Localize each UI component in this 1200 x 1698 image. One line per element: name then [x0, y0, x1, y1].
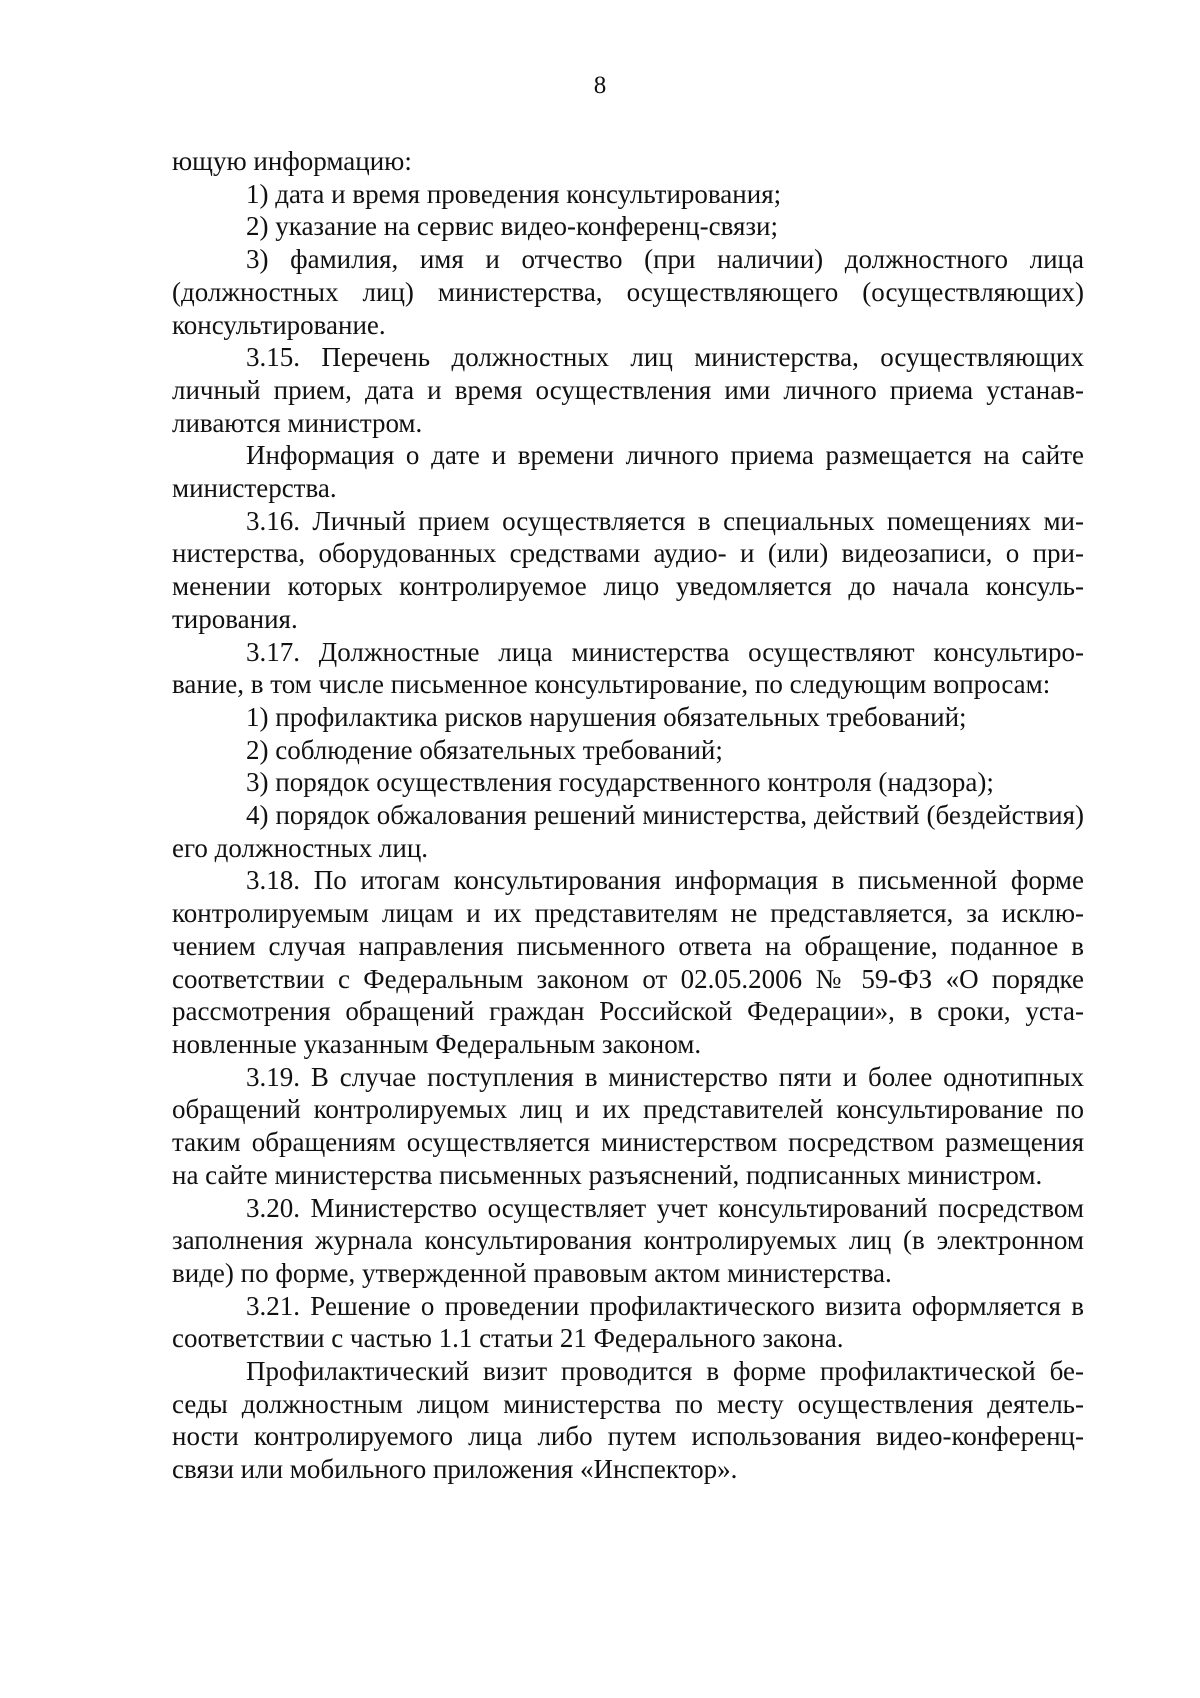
list-item-risk-prevention: 1) профилактика рисков нарушения обязательных требований; — [246, 701, 967, 732]
list-item-official-name: 3) фамилия, имя и отчество (при наличии) должностного лица (должностных лиц) министерства, осуществляющего (осуществляющих) консультирование. — [172, 244, 1084, 340]
section-3-18: 3.18. По итогам консультирования информация в письменной форме контролируемым лицам и их представителям не представляется, за исключением случая направления письменного ответа на обращение, поданное в соответствии с Федеральным законом от 02.05.2006 № 59-ФЗ «О порядке рассмотрения обращений граждан Российской Федерации», в сроки, установленные указанным Федеральным законом. — [172, 865, 1084, 1059]
list-item-datetime: 1) дата и время проведения консультирования; — [246, 178, 782, 209]
list-item-video-service: 2) указание на сервис видео-конференц-связи; — [246, 211, 778, 242]
list-item-appeal-procedure: 4) порядок обжалования решений министерства, действий (бездействия) его должностных лиц. — [172, 800, 1084, 863]
paragraph-preventive-visit: Профилактический визит проводится в форме профилактической беседы должностным лицом министерства по месту осуществления деятельности контролируемого лица либо путем использования видео-конференц-связи или мобильного приложения «Инспектор». — [172, 1356, 1084, 1485]
section-3-19: 3.19. В случае поступления в министерство пяти и более однотипных обращений контролируемых лиц и их представителей консультирование по таким обращениям осуществляется министерством посредством размещения на сайте министерства письменных разъяснений, подписанных министром. — [172, 1061, 1084, 1190]
list-item-control-procedure: 3) порядок осуществления государственного контроля (надзора); — [246, 767, 994, 798]
section-3-17: 3.17. Должностные лица министерства осуществляют консультирование, в том числе письменное консультирование, по следующим вопросам: — [172, 636, 1084, 700]
paragraph-continuation: ющую информацию: — [172, 146, 412, 176]
list-item-compliance: 2) соблюдение обязательных требований; — [246, 734, 723, 765]
page-number: 8 — [593, 72, 607, 99]
section-3-16: 3.16. Личный прием осуществляется в специальных помещениях министерства, оборудованных средствами аудио- и (или) видеозаписи, о применении которых контролируемое лицо уведомляется до начала консультирования. — [172, 505, 1084, 634]
section-3-15: 3.15. Перечень должностных лиц министерства, осуществляющих личный прием, дата и время осуществления ими личного приема устанавливаются министром. — [172, 342, 1084, 438]
section-3-21: 3.21. Решение о проведении профилактического визита оформляется в соответствии с частью 1.1 статьи 21 Федерального закона. — [172, 1290, 1084, 1354]
section-3-20: 3.20. Министерство осуществляет учет консультирований посредством заполнения журнала консультирования контролируемых лиц (в электронном виде) по форме, утвержденной правовым актом министерства. — [172, 1192, 1084, 1288]
document-body — [172, 145, 1084, 1486]
paragraph-reception-info: Информация о дате и времени личного приема размещается на сайте министерства. — [172, 440, 1084, 504]
